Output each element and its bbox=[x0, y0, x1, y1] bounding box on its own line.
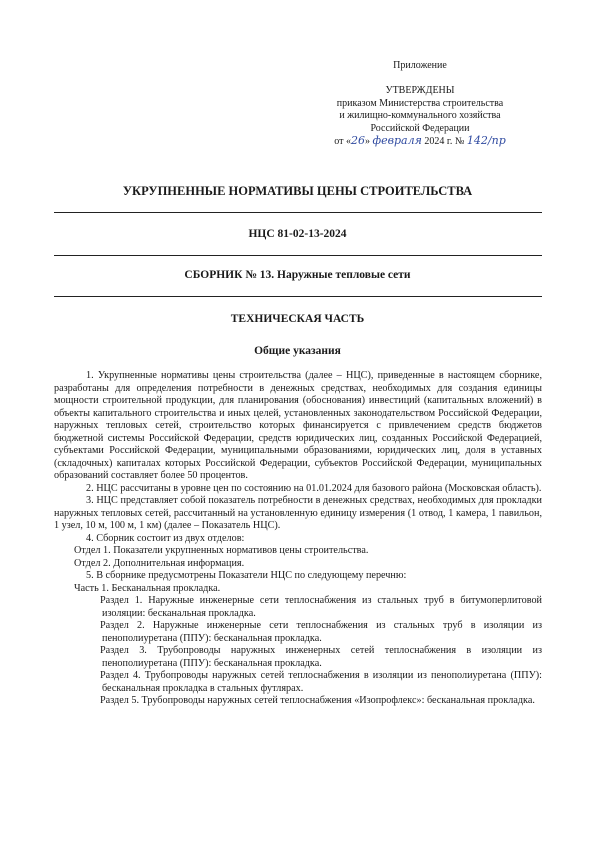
department-2: Отдел 2. Дополнительная информация. bbox=[74, 557, 245, 569]
department-1: Отдел 1. Показатели укрупненных нормативов цены строительства. bbox=[74, 545, 369, 556]
paragraph-3: 3. НЦС представляет собой показатель потребности в денежных средствах, необходимых для прокладки наружных тепловых сетей, рассчитанный на установленную единицу измерения (1 отвод, 1 камера, 1 павильон, 1 узел, 10 м, 100 м, 1 км) (далее – Показатель НЦС). bbox=[54, 495, 542, 531]
approval-text bbox=[305, 85, 535, 149]
paragraph-5: 5. В сборнике предусмотрены Показатели НЦС по следующему перечню: bbox=[86, 570, 407, 581]
date-year: 2024 г. № bbox=[424, 136, 465, 147]
approval-line-1: приказом Министерства строительства bbox=[336, 97, 504, 109]
technical-part-heading: ТЕХНИЧЕСКАЯ ЧАСТЬ bbox=[230, 313, 365, 325]
general-instructions-heading: Общие указания bbox=[254, 345, 341, 357]
approved-label: УТВЕРЖДЕНЫ bbox=[385, 85, 455, 96]
section-1: Раздел 1. Наружные инженерные сети теплоснабжения из стальных труб в битумоперлитовой изоляции: бесканальная прокладка. bbox=[100, 595, 542, 619]
section-2: Раздел 2. Наружные инженерные сети теплоснабжения из стальных труб в изоляции из пенополиуретана (ППУ): бесканальная прокладка. bbox=[100, 620, 542, 644]
section-3: Раздел 3. Трубопроводы наружных инженерных сетей теплоснабжения в изоляции из пенополиуретана (ППУ): бесканальная прокладка. bbox=[100, 645, 542, 669]
approval-date-line bbox=[305, 135, 535, 149]
appendix-label: Приложение bbox=[393, 60, 447, 71]
date-prefix: от « bbox=[334, 136, 351, 147]
paragraph-1: 1. Укрупненные нормативы цены строительства (далее – НЦС), приведенные в настоящем сборнике, разработаны для определения потребности в денежных средствах, необходимых для создания единицы мощности строительной продукции, для планирования (обоснования) инвестиций (капитальных вложений) в объекты капитального строительства и иных целей, установленных законодательством Российской Федерации, наружных тепловых сетей, строительство которых финансируется с привлечением средств бюджетов бюджетной системы Российской Федерации, средств юридических лиц, созданных Российской Федерацией, субъектами Российской Федерации, муниципальными образованиями, юридических лиц, доля в уставных (складочных) капиталах которых Российской Федерации, субъектов Российской Федерации, муниципальных образований составляет более 50 процентов. bbox=[54, 370, 542, 481]
divider-2 bbox=[54, 255, 542, 256]
document-body bbox=[54, 370, 542, 708]
divider-3 bbox=[54, 296, 542, 297]
approval-line-2: и жилищно-коммунального хозяйства bbox=[339, 110, 501, 121]
document-code: НЦС 81-02-13-2024 bbox=[248, 228, 347, 240]
part-1: Часть 1. Бесканальная прокладка. bbox=[74, 582, 221, 594]
date-day-handwritten: 26 bbox=[350, 134, 365, 147]
approval-line-3: Российской Федерации bbox=[370, 122, 470, 134]
order-number-handwritten: 142/пр bbox=[466, 134, 506, 147]
divider-1 bbox=[54, 212, 542, 213]
section-5: Раздел 5. Трубопроводы наружных сетей теплоснабжения «Изопрофлекс»: бесканальная прокладка. bbox=[100, 695, 535, 706]
document-title: УКРУПНЕННЫЕ НОРМАТИВЫ ЦЕНЫ СТРОИТЕЛЬСТВА bbox=[122, 184, 473, 198]
section-4: Раздел 4. Трубопроводы наружных сетей теплоснабжения в изоляции из пенополиуретана (ППУ): бесканальная прокладка в стальных футлярах. bbox=[100, 670, 542, 694]
paragraph-2: 2. НЦС рассчитаны в уровне цен по состоянию на 01.01.2024 для базового района (Московская область). bbox=[86, 482, 542, 494]
collection-title: СБОРНИК № 13. Наружные тепловые сети bbox=[184, 269, 411, 281]
date-month-handwritten: февраля bbox=[372, 134, 422, 147]
date-mid: » bbox=[364, 136, 370, 147]
paragraph-4: 4. Сборник состоит из двух отделов: bbox=[86, 532, 245, 544]
